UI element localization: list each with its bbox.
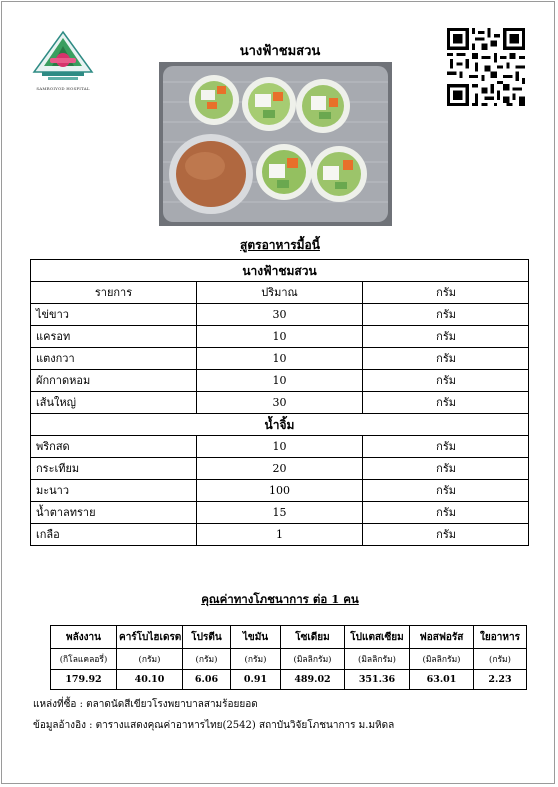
column-header: รายการ (31, 282, 197, 304)
nutrient-header: พลังงาน (51, 626, 117, 649)
ingredient-name: ไข่ขาว (31, 304, 197, 326)
table-row (31, 304, 529, 326)
nutrition-value-row (51, 670, 527, 690)
table-row (31, 458, 529, 480)
ingredient-qty: 10 (197, 348, 363, 370)
ingredient-qty: 30 (197, 392, 363, 414)
table-row (31, 414, 529, 436)
ingredient-qty: 20 (197, 458, 363, 480)
ingredient-unit: กรัม (363, 348, 529, 370)
purchase-source: แหล่งที่ซื้อ : ตลาดนัดสีเขียวโรงพยาบาลสามร้อยยอด (33, 699, 258, 710)
ingredient-name: แครอท (31, 326, 197, 348)
ingredient-unit: กรัม (363, 326, 529, 348)
nutrient-unit: (กรัม) (474, 649, 527, 670)
table-row (31, 370, 529, 392)
ingredient-qty: 1 (197, 524, 363, 546)
ingredient-unit: กรัม (363, 370, 529, 392)
dish-title: นางฟ้าชมสวน (239, 44, 321, 59)
column-header: กรัม (363, 282, 529, 304)
ingredient-unit: กรัม (363, 392, 529, 414)
sauce-section-title: น้ำจิ้ม (31, 414, 529, 436)
table-row (31, 392, 529, 414)
nutrient-header: โปรตีน (183, 626, 231, 649)
recipe-heading: สูตรอาหารมื้อนี้ (240, 238, 320, 252)
nutrient-value: 2.23 (474, 670, 527, 690)
ingredient-qty: 10 (197, 326, 363, 348)
nutrition-header-row (51, 626, 527, 649)
ingredient-name: แตงกวา (31, 348, 197, 370)
ingredient-qty: 10 (197, 436, 363, 458)
qr-code-icon (447, 28, 525, 106)
table-row (31, 524, 529, 546)
table-row (31, 326, 529, 348)
nutrition-unit-row (51, 649, 527, 670)
nutrient-value: 489.02 (281, 670, 345, 690)
column-header: ปริมาณ (197, 282, 363, 304)
table-row (31, 480, 529, 502)
nutrient-unit: (กิโลแคลอรี่) (51, 649, 117, 670)
nutrient-header: ฟอสฟอรัส (410, 626, 474, 649)
hospital-logo-icon (30, 28, 96, 94)
ingredient-name: กระเทียม (31, 458, 197, 480)
ingredient-name: เส้นใหญ่ (31, 392, 197, 414)
table-header-row (31, 282, 529, 304)
table-row (31, 502, 529, 524)
ingredient-qty: 15 (197, 502, 363, 524)
nutrient-value: 351.36 (345, 670, 410, 690)
nutrient-unit: (มิลลิกรัม) (345, 649, 410, 670)
nutrient-unit: (กรัม) (117, 649, 183, 670)
nutrition-table (50, 625, 527, 690)
nutrient-value: 0.91 (231, 670, 281, 690)
nutrient-unit: (กรัม) (183, 649, 231, 670)
table-row (31, 260, 529, 282)
recipe-table-title: นางฟ้าชมสวน (31, 260, 529, 282)
ingredient-unit: กรัม (363, 458, 529, 480)
nutrient-header: ไขมัน (231, 626, 281, 649)
ingredient-qty: 100 (197, 480, 363, 502)
ingredient-unit: กรัม (363, 524, 529, 546)
nutrient-header: โซเดียม (281, 626, 345, 649)
table-row (31, 436, 529, 458)
hospital-logo-text: SAMROIYOD HOSPITAL (36, 86, 90, 91)
ingredient-name: มะนาว (31, 480, 197, 502)
recipe-table (30, 259, 529, 546)
nutrient-value: 63.01 (410, 670, 474, 690)
ingredient-unit: กรัม (363, 502, 529, 524)
ingredient-unit: กรัม (363, 304, 529, 326)
nutrient-value: 6.06 (183, 670, 231, 690)
ingredient-name: น้ำตาลทราย (31, 502, 197, 524)
table-row (31, 348, 529, 370)
ingredient-unit: กรัม (363, 436, 529, 458)
nutrient-unit: (มิลลิกรัม) (281, 649, 345, 670)
ingredient-name: พริกสด (31, 436, 197, 458)
ingredient-qty: 30 (197, 304, 363, 326)
nutrient-header: คาร์โบไฮเดรต (117, 626, 183, 649)
ingredient-unit: กรัม (363, 480, 529, 502)
nutrient-unit: (กรัม) (231, 649, 281, 670)
ingredient-qty: 10 (197, 370, 363, 392)
ingredient-name: เกลือ (31, 524, 197, 546)
nutrient-header: โปแตสเซียม (345, 626, 410, 649)
food-photo (159, 62, 392, 226)
nutrition-heading: คุณค่าทางโภชนาการ ต่อ 1 คน (201, 592, 359, 606)
nutrient-unit: (มิลลิกรัม) (410, 649, 474, 670)
nutrient-value: 179.92 (51, 670, 117, 690)
nutrient-header: ใยอาหาร (474, 626, 527, 649)
ingredient-name: ผักกาดหอม (31, 370, 197, 392)
reference-note: ข้อมูลอ้างอิง : ตารางแสดงคุณค่าอาหารไทย(2542) สถาบันวิจัยโภชนาการ ม.มหิดล (33, 720, 395, 731)
nutrient-value: 40.10 (117, 670, 183, 690)
